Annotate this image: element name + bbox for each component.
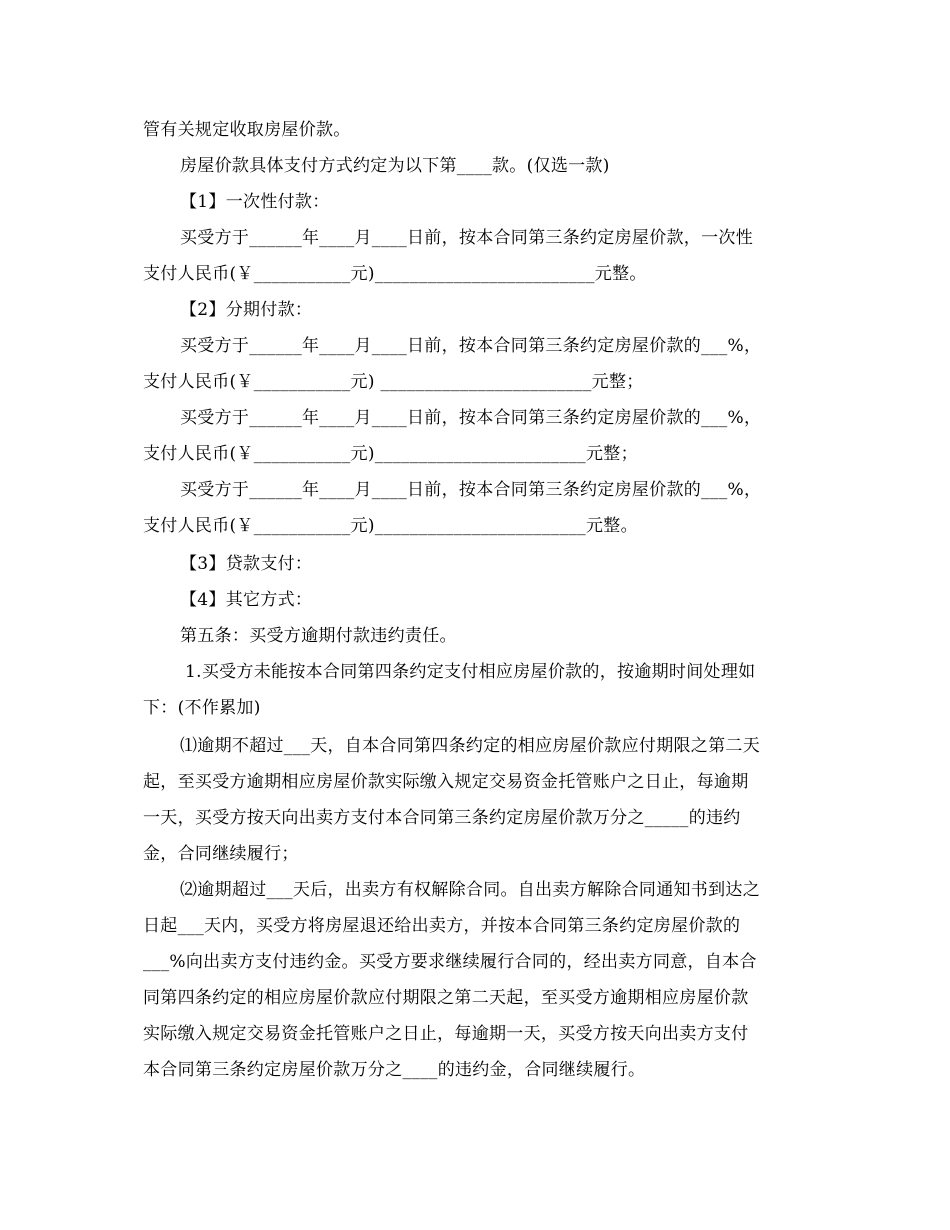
paragraph-line: 支付人民币(￥___________元)________________________元整。: [143, 516, 638, 536]
option-heading: 【2】分期付款：: [180, 300, 313, 320]
paragraph-line: 本合同第三条约定房屋价款万分之____的违约金，合同继续履行。: [143, 1060, 646, 1080]
paragraph-line: 支付人民币(￥___________元)_________________________元整。: [143, 264, 647, 284]
paragraph-line: 一天，买受方按天向出卖方支付本合同第三条约定房屋价款万分之_____的违约: [143, 808, 741, 828]
article-heading: 第五条：买受方逾期付款违约责任。: [180, 626, 457, 646]
paragraph-line: 房屋价款具体支付方式约定为以下第____款。(仅选一款): [180, 156, 610, 176]
option-heading: 【1】一次性付款：: [180, 192, 330, 212]
paragraph-line: 买受方于______年____月____日前，按本合同第三条约定房屋价款的___%，: [180, 408, 762, 428]
paragraph-line: 实际缴入规定交易资金托管账户之日止，每逾期一天，买受方按天向出卖方支付: [143, 1024, 749, 1044]
paragraph-line: 买受方于______年____月____日前，按本合同第三条约定房屋价款的___%，: [180, 336, 762, 356]
paragraph-line: 日起___天内，买受方将房屋退还给出卖方，并按本合同第三条约定房屋价款的: [143, 916, 741, 936]
paragraph-line: ⑵逾期超过___天后，出卖方有权解除合同。自出卖方解除合同通知书到达之: [180, 880, 760, 900]
paragraph-line: 同第四条约定的相应房屋价款应付期限之第二天起，至买受方逾期相应房屋价款: [143, 988, 749, 1008]
paragraph-line: 支付人民币(￥___________元) ________________________元整；: [143, 372, 644, 392]
paragraph-line: 管有关规定收取房屋价款。: [143, 120, 351, 140]
paragraph-line: 支付人民币(￥___________元)________________________元整；: [143, 444, 638, 464]
paragraph-line: 买受方于______年____月____日前，按本合同第三条约定房屋价款的___%，: [180, 480, 762, 500]
option-heading: 【4】其它方式：: [180, 590, 313, 610]
paragraph-line: ⑴逾期不超过___天，自本合同第四条约定的相应房屋价款应付期限之第二天: [180, 736, 760, 756]
option-heading: 【3】贷款支付：: [180, 554, 313, 574]
paragraph-line: ___%向出卖方支付违约金。买受方要求继续履行合同的，经出卖方同意，自本合: [143, 952, 757, 972]
paragraph-line: 买受方于______年____月____日前，按本合同第三条约定房屋价款，一次性: [180, 228, 753, 248]
paragraph-line: 金，合同继续履行；: [143, 844, 299, 864]
paragraph-line: 下：(不作累加): [143, 698, 261, 718]
paragraph-line: 起，至买受方逾期相应房屋价款实际缴入规定交易资金托管账户之日止，每逾期: [143, 772, 749, 792]
paragraph-line: 1.买受方未能按本合同第四条约定支付相应房屋价款的，按逾期时间处理如: [185, 662, 756, 682]
